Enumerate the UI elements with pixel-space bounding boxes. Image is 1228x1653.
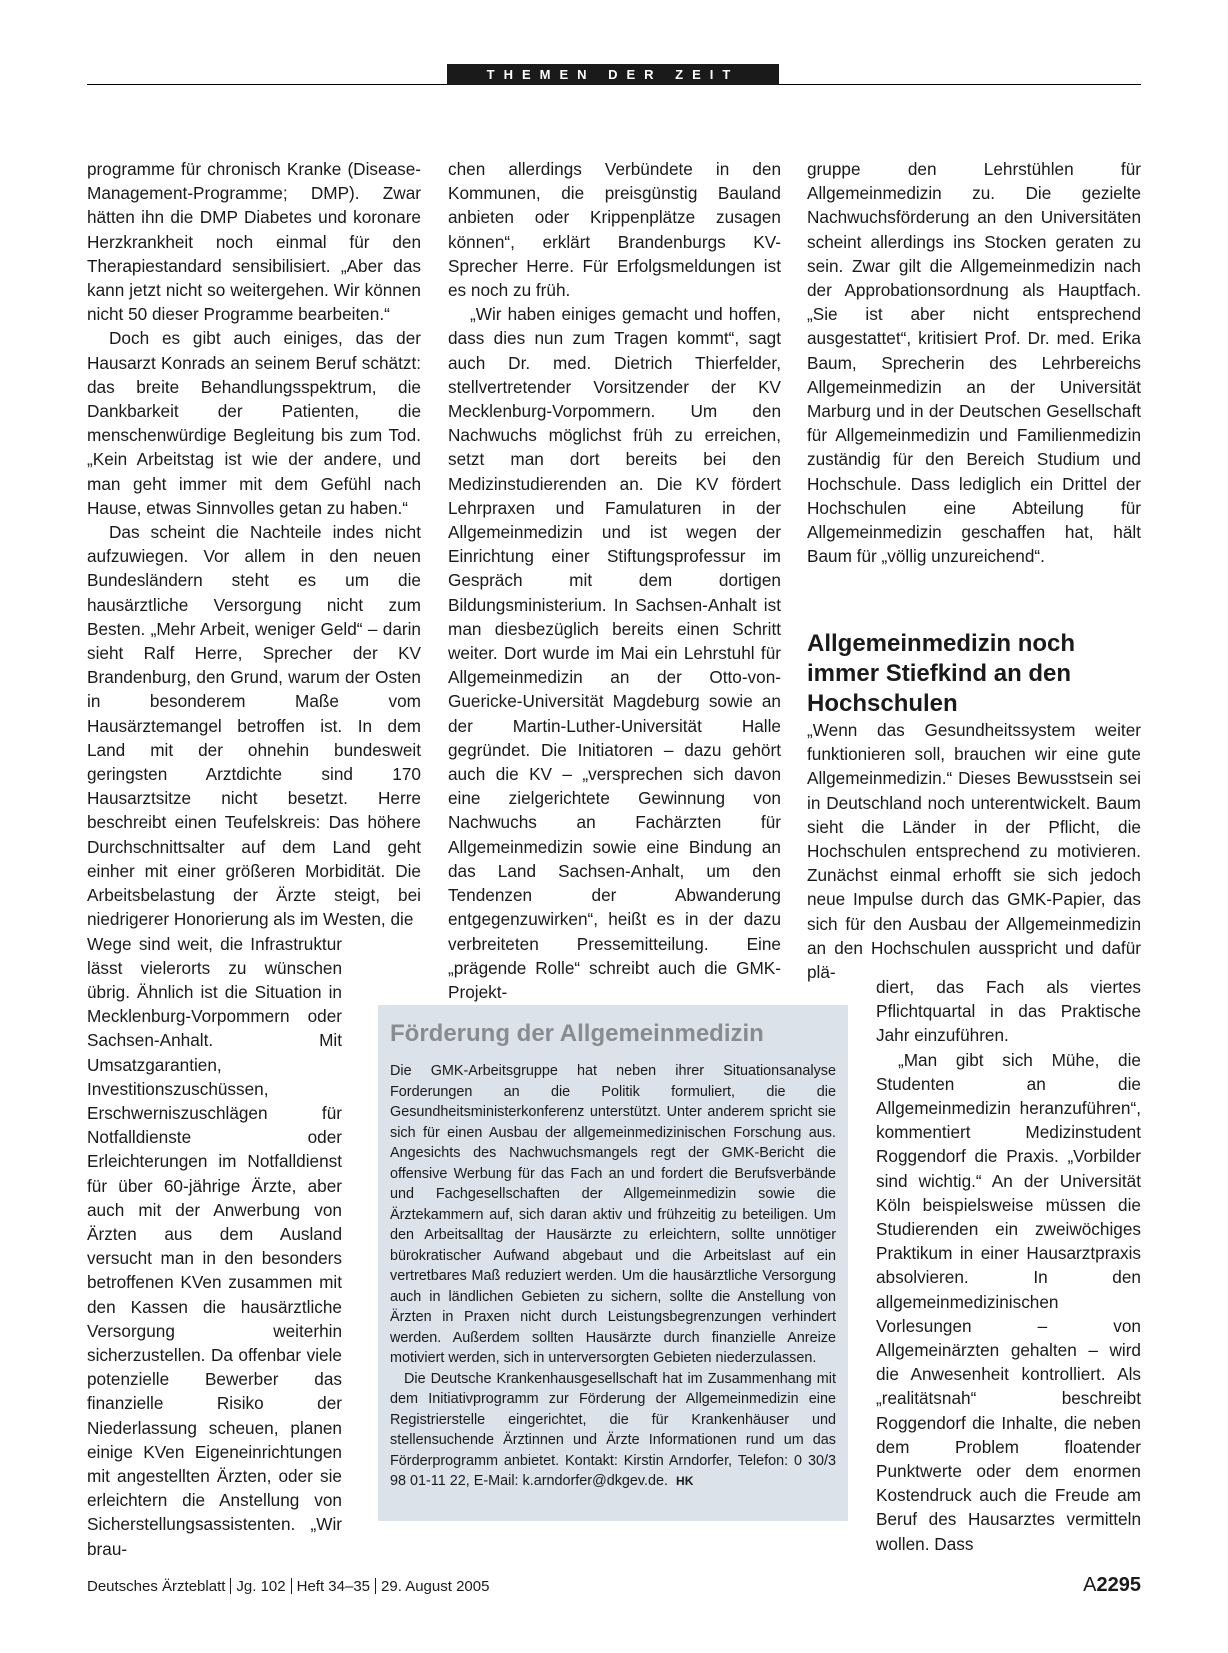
divider bbox=[375, 1578, 376, 1594]
issue: Heft 34–35 bbox=[296, 1578, 371, 1595]
subheading: Allgemeinmedizin noch immer Stiefkind an den Hochschulen bbox=[807, 630, 1076, 717]
paragraph: „Wir haben einiges gemacht und hoffen, dass dies nun zum Tragen kommt“, sagt auch Dr. med. Dietrich Thierfelder, stellvertretender Vorsitzender der KV Mecklenburg-Vorpommern. Um den Nachwuchs möglichst früh zu erreichen, setzt man dort bereits bei den Medizinstudierenden an. Die KV fördert Lehrpraxen und Famulaturen in der Allgemeinmedizin und ist wegen der Einrichtung einer Stiftungsprofessur im Gespräch mit dem dortigen Bildungsministerium. In Sachsen-Anhalt ist man diesbezüglich bereits einen Schritt weiter. Dort wurde im Mai ein Lehrstuhl für Allgemeinmedizin an der Otto-von-Guericke-Universität Magdeburg sowie an der Martin-Luther-Universität Halle gegründet. Die Initiatoren – dazu gehört auch die KV – „versprechen sich davon eine zielgerichtete Gewinnung von Nachwuchs an Fachärzten für Allgemeinmedizin sowie eine Bindung an das Land Sachsen-Anhalt, um den Tendenzen der Abwanderung entgegenzuwirken“, heißt es in der dazu verbreiteten Pressemitteilung. Eine „prägende Rolle“ schreibt auch die GMK-Projekt- bbox=[448, 304, 781, 1002]
article-column-1 bbox=[87, 157, 421, 1561]
divider bbox=[291, 1578, 292, 1594]
author-initials: HK bbox=[676, 1474, 694, 1488]
paragraph: programme für chronisch Kranke (Disease-Management-Programme; DMP). Zwar hätten ihn die DMP Diabetes und koronare Herzkrankheit noch einmal für den Therapiestandard sensibilisiert. „Aber das kann jetzt nicht so weitergehen. Wir können nicht 50 dieser Programme bearbeiten.“ bbox=[87, 159, 421, 325]
paragraph: Das scheint die Nachteile indes nicht aufzuwiegen. Vor allem in den neuen Bundesländern steht es um die hausärztliche Versorgung nicht zum Besten. „Mehr Arbeit, weniger Geld“ – darin sieht Ralf Herre, Sprecher der KV Brandenburg, den Grund, warum der Osten in besonderem Maße vom Hausärztemangel betroffen ist. In dem Land mit der ohnehin bundesweit geringsten Arztdichte sind 170 Hausarztsitze nicht besetzt. Herre beschreibt einen Teufelskreis: Das höhere Durchschnittsalter auf dem Land geht einher mit einer größeren Morbidität. Die Arbeitsbelastung der Ärzte steigt, bei niedrigerer Honorierung als im Westen, die bbox=[87, 522, 421, 930]
info-box-text: Die Deutsche Krankenhausgesellschaft hat im Zusammenhang mit dem Initiativprogramm zur Förderung der Allgemeinmedizin eine Registrierstelle eingerichtet, die für Krankenhäuser und stellensuchende Ärztinnen und Ärzte Informationen rund um das Förderprogramm anbietet. Kontakt: Kirstin Arndorfer, Telefon: 0 30/3 98 01-11 22, E-Mail: k.arndorfer@dkgev.de. bbox=[390, 1370, 836, 1489]
volume: Jg. 102 bbox=[236, 1578, 286, 1595]
paragraph: „Wenn das Gesundheitssystem weiter funktionieren soll, brauchen wir eine gute Allgemeinmedizin.“ Dieses Bewusstsein sei in Deutschland noch unterentwickelt. Baum sieht die Länder in der Pflicht, die Hochschulen entsprechend zu motivieren. Zunächst einmal erhofft sie sich jedoch neue Impulse durch das GMK-Papier, das sich für den Ausbau der Allgemeinmedizin an den Hochschulen ausspricht und dafür plä- bbox=[807, 720, 1141, 983]
paragraph: diert, das Fach als viertes Pflichtquartal in das Praktische Jahr einzuführen. bbox=[876, 977, 1141, 1046]
journal-name: Deutsches Ärzteblatt bbox=[87, 1578, 226, 1595]
issue-date: 29. August 2005 bbox=[381, 1578, 490, 1595]
page-number-value: 2295 bbox=[1096, 1574, 1141, 1596]
page-prefix: A bbox=[1083, 1574, 1097, 1596]
page-footer bbox=[87, 1578, 489, 1595]
divider bbox=[230, 1578, 231, 1594]
article-column-3 bbox=[807, 157, 1141, 568]
paragraph: „Man gibt sich Mühe, die Studenten an die Allgemeinmedizin heranzuführen“, kommentiert Medizinstudent Roggendorf die Praxis. „Vorbilder sind wichtig.“ An der Universität Köln beispielsweise müssen die Studierenden ein zweiwöchiges Praktikum in einer Hausarztpraxis absolvieren. In den allgemeinmedizinischen Vorlesungen – von Allgemeinärzten gehalten – wird die Anwesenheit kontrolliert. Als „realitätsnah“ beschreibt Roggendorf die Inhalte, die neben dem Problem floatender Punktwerte oder dem enormen Kostendruck auch die Freude am Beruf des Hausarztes vermitteln wollen. Dass bbox=[876, 1049, 1141, 1554]
paragraph: Doch es gibt auch einiges, das der Hausarzt Konrads an seinem Beruf schätzt: das breite Behandlungsspektrum, die Dankbarkeit der Patienten, die menschenwürdige Begleitung bis zum Tod. „Kein Arbeitstag ist wie der andere, und man geht immer mit dem Gefühl nach Hause, etwas Sinnvolles getan zu haben.“ bbox=[87, 328, 421, 518]
page-number bbox=[1083, 1574, 1141, 1597]
paragraph: chen allerdings Verbündete in den Kommunen, die preisgünstig Bauland anbieten oder Krippenplätze zusagen können“, erklärt Brandenburgs KV-Sprecher Herre. Für Erfolgsmeldungen ist es noch zu früh. bbox=[448, 159, 781, 301]
paragraph: gruppe den Lehrstühlen für Allgemeinmedizin zu. Die gezielte Nachwuchsförderung an den Universitäten scheint allerdings ins Stocken geraten zu sein. Zwar gilt die Allgemeinmedizin nach der Approbationsordnung als Hauptfach. „Sie ist aber nicht entsprechend ausgestattet“, kritisiert Prof. Dr. med. Erika Baum, Sprecherin des Lehrbereichs Allgemeinmedizin an der Universität Marburg und in der Deutschen Gesellschaft für Allgemeinmedizin und Familienmedizin zuständig für den Bereich Studium und Hochschule. Dass lediglich ein Drittel der Hochschulen eine Abteilung für Allgemeinmedizin geschaffen hat, hält Baum für „völlig unzureichend“. bbox=[807, 159, 1141, 567]
section-label: THEMEN DER ZEIT bbox=[447, 64, 779, 85]
article-column-3-narrow bbox=[876, 975, 1141, 1556]
info-box bbox=[378, 1005, 848, 1521]
info-box-paragraph: Die GMK-Arbeitsgruppe hat neben ihrer Situationsanalyse Forderungen an die Politik formuliert, die die Gesundheitsministerkonferenz unterstützt. Unter anderem spricht sie sich für einen Ausbau der allgemeinmedizinischen Forschung aus. Angesichts des Nachwuchsmangels regt der GMK-Bericht die offensive Werbung für das Fach an und fordert die Berufsverbände und Fachgesellschaften der Allgemeinmedizin sowie die Ärztekammern auf, sich daran aktiv und frühzeitig zu beteiligen. Um den Arbeitsalltag der Hausärzte zu erleichtern, sollte unnötiger bürokratischer Aufwand abgebaut und die Arbeitslast auf ein vertretbares Maß reduziert werden. Um die hausärztliche Versorgung auch in ländlichen Gebieten zu sichern, sollte die Anstellung von Ärzten in Praxen nicht durch Leistungsbegrenzungen verhindert werden. Außerdem sollten Hausärzte durch finanzielle Anreize motiviert werden, sich in unterversorgten Gebieten niederzulassen. bbox=[390, 1063, 836, 1366]
paragraph: Wege sind weit, die Infrastruktur lässt vielerorts zu wünschen übrig. Ähnlich ist die Situation in Mecklenburg-Vorpommern oder Sachsen-Anhalt. Mit Umsatzgarantien, Investitionszuschüssen, Erschwerniszuschlägen für Notfalldienste oder Erleichterungen im Notfalldienst für über 60-jährige Ärzte, aber auch mit der Anwerbung von Ärzten aus dem Ausland versucht man in den besonders betroffenen KVen zusammen mit den Kassen die hausärztliche Versorgung weiterhin sicherzustellen. Da offenbar viele potenzielle Bewerber das finanzielle Risiko der Niederlassung scheuen, planen einige KVen Eigeneinrichtungen mit angestellten Ärzten, oder sie erleichtern die Anstellung von Sicherstellungsassistenten. „Wir brau- bbox=[87, 933, 342, 1559]
article-column-2 bbox=[448, 157, 781, 1004]
info-box-title: Förderung der Allgemeinmedizin bbox=[390, 1020, 764, 1047]
info-box-paragraph bbox=[390, 1369, 836, 1492]
article-column-3-continued bbox=[807, 718, 1141, 984]
